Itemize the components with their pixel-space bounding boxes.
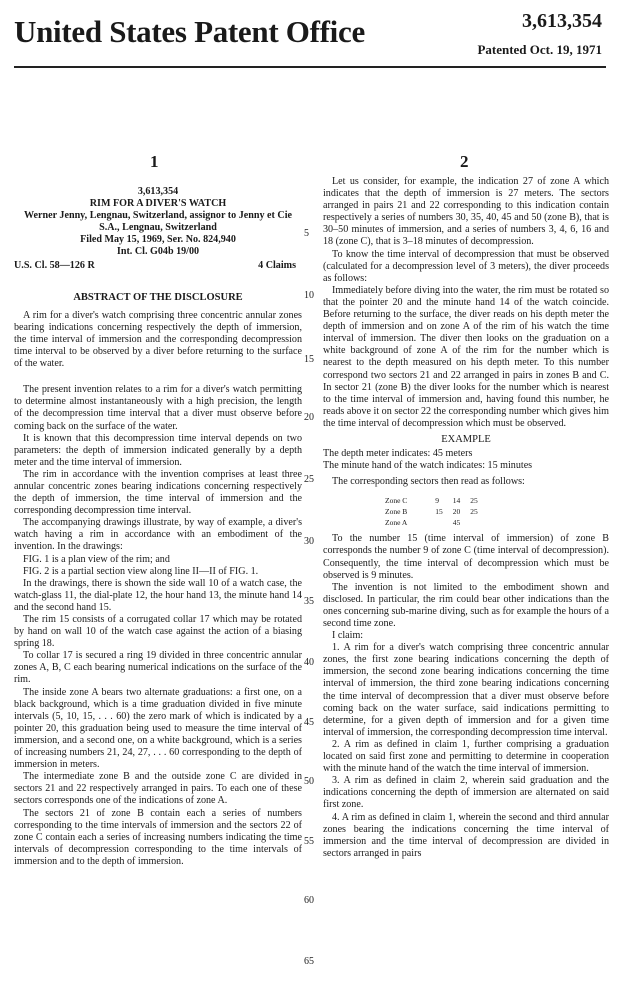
line-number: 45	[304, 717, 314, 728]
meta-claims: 4 Claims	[258, 259, 296, 271]
abstract-title: ABSTRACT OF THE DISCLOSURE	[73, 291, 243, 303]
left-paragraph: The present invention relates to a rim for a diver's watch permitting to determine almost instantaneously with a high precision, the length of the decompression time interval that a diver must observe before coming back on the surface of the water.	[14, 384, 302, 432]
right-paragraph: The invention is not limited to the embodiment shown and disclosed. In particular, the rim could bear other indications than the ones concerning sub-marine diving, such as for example the hours of a second time zone.	[323, 581, 609, 629]
example-line-1: The depth meter indicates: 45 meters	[323, 448, 473, 460]
left-paragraph: The inside zone A bears two alternate graduations: a first one, on a black background, which is a time graduation divided in five minute intervals (5, 10, 15, . . . 60) the zero mark of which is indicated by a pointer 20, this graduation being used to measure the time interval of immersion, and a second one, on a white background, which is a series of increasing numbers 21, 24, 27, . . . 60 corresponding to the depth of immersion in meters.	[14, 686, 302, 771]
example-table-row	[381, 518, 482, 527]
line-number: 50	[304, 776, 314, 787]
right-paragraph: 3. A rim as defined in claim 2, wherein said graduation and the indications concerning the depth of immersion are alternated on said first zone.	[323, 775, 609, 811]
line-number: 55	[304, 836, 314, 847]
column-number-left: 1	[150, 152, 159, 171]
example-table-cell: 9	[435, 496, 440, 506]
right-paragraphs-1	[323, 176, 609, 430]
meta-filed: Filed May 15, 1969, Ser. No. 824,940	[80, 234, 236, 246]
example-table-cell: 20	[452, 507, 461, 517]
meta-title: RIM FOR A DIVER'S WATCH	[89, 198, 227, 210]
example-line-2: The minute hand of the watch indicates: 15 minutes	[323, 460, 533, 472]
example-line-3: The corresponding sectors then read as follows:	[332, 476, 525, 488]
line-number: 40	[304, 657, 314, 668]
right-paragraph: Let us consider, for example, the indication 27 of zone A which indicates that the depth of immersion is 27 meters. The sectors arranged in pairs 21 and 22 corresponding to this indication contain respectively a series of numbers 30, 35, 40, 45 and 50 (zone B), that is 30–50 minutes of immersion, and a series of numbers 3, 4, 6, 16 and 18 (zone C), that is 3–18 minutes of decompression.	[323, 176, 609, 248]
meta-inventors: Werner Jenny, Lengnau, Switzerland, assignor to Jenny et Cie S.A., Lengnau, Switzerland	[24, 210, 292, 234]
left-paragraph: The intermediate zone B and the outside zone C are divided in sectors 21 and 22 respectively arranged in pairs. To each one of these sectors corresponds one of the indications of zone A.	[14, 771, 302, 807]
right-paragraph: To know the time interval of decompression that must be observed (calculated for a decompression level of 3 meters), the diver proceeds as follows:	[323, 248, 609, 284]
line-number: 65	[304, 956, 314, 967]
example-table-cell: 14	[452, 496, 461, 506]
example-table-cell	[466, 518, 482, 527]
example-title: EXAMPLE	[441, 433, 491, 445]
left-paragraph: The rim 15 consists of a corrugated collar 17 which may be rotated by hand on wall 10 of the watch case against the action of a biasing spring 18.	[14, 614, 302, 650]
meta-class-line	[14, 260, 302, 272]
left-column	[14, 186, 302, 868]
example-table-cell: Zone B	[385, 507, 408, 517]
right-paragraph: To the number 15 (time interval of immersion) of zone B corresponds the number 9 of zone C (time interval of decompression). Consequently, the time interval of decompression which must be observed is 9 minutes.	[323, 533, 609, 581]
left-paragraph: The sectors 21 of zone B contain each a series of numbers corresponding to the time intervals of immersion and the sectors 22 of zone C contain each a series of increasing numbers indicating the time intervals of decompression corresponding to the time intervals of immersion and to the depth of immersion.	[14, 807, 302, 867]
line-number: 30	[304, 536, 314, 547]
line-number: 15	[304, 354, 314, 365]
example-table-cell: 25	[470, 507, 478, 517]
example-table-cell	[431, 518, 447, 527]
right-paragraph: 4. A rim as defined in claim 1, wherein the second and third annular zones bearing the indications concerning the time interval of immersion and the time interval of decompression are divided in sectors arranged in pairs	[323, 811, 609, 859]
right-paragraphs-2	[323, 533, 609, 860]
header-rule	[14, 66, 606, 68]
meta-number: 3,613,354	[137, 186, 179, 197]
patented-date: Patented Oct. 19, 1971	[477, 42, 602, 57]
right-paragraph: 2. A rim as defined in claim 1, further comprising a graduation located on said first zone and permitting to determine in cooperation with the minute hand of the watch the time interval of immersion.	[323, 738, 609, 775]
left-paragraph: In the drawings, there is shown the side wall 10 of a watch case, the watch-glass 11, the dial-plate 12, the hour hand 13, the minute hand 14 and the second hand 15.	[14, 577, 302, 613]
right-column	[323, 176, 609, 860]
office-title: United States Patent Office	[14, 14, 365, 49]
example-table-cell: 15	[435, 507, 443, 517]
left-paragraph: The accompanying drawings illustrate, by way of example, a diver's watch having a rim in accordance with an embodiment of the invention. In the drawings:	[14, 517, 302, 553]
meta-int-cl: Int. Cl. G04b 19/00	[116, 246, 200, 258]
line-number: 25	[304, 474, 314, 485]
example-table-cell: Zone C	[385, 496, 408, 506]
left-paragraph: FIG. 2 is a partial section view along line II—II of FIG. 1.	[23, 565, 259, 577]
line-number: 5	[304, 228, 309, 239]
line-number: 35	[304, 596, 314, 607]
example-table	[379, 494, 484, 529]
patent-number: 3,613,354	[522, 10, 602, 32]
line-number: 10	[304, 290, 314, 301]
line-number: 20	[304, 412, 314, 423]
right-paragraph: Immediately before diving into the water, the rim must be rotated so that the pointer 20 and the minute hand 14 of the watch coincide. Before returning to the surface, the diver reads on his depth meter the depth of immersion and on zone A of the rim of his watch the time interval of immersion. The diver then looks on the graduation on a white background of zone A of the rim for the number which is nearest to the depth measured on his depth meter. To this number correspond two sectors 21 and 22 arranged in pairs in zones B and C. In sector 21 (zone B) the diver looks for the number which is nearest to the time interval of immersion and, having found this number, he reads above it on sector 22 the corresponding number which gives him the time interval of decompression which must be observed.	[323, 284, 609, 429]
right-paragraph: 1. A rim for a diver's watch comprising three concentric annular zones, the first zone bearing indications concerning the depth of immersion, the second zone bearing indications concerning the time interval of immersion, the third zone bearing indications concerning the time interval of decompression that a diver must observe before coming back on the water surface, said indications permitting to determine, for a given depth of immersion and for a given time interval of immersion, the corresponding decompression time interval.	[323, 642, 609, 738]
left-paragraph: FIG. 1 is a plan view of the rim; and	[23, 553, 170, 565]
line-number: 60	[304, 895, 314, 906]
column-number-right: 2	[460, 152, 469, 171]
example-table-cell: 45	[452, 518, 461, 528]
example-table-row	[381, 507, 482, 516]
left-paragraph: To collar 17 is secured a ring 19 divided in three concentric annular zones A, B, C each bearing numerical indications on the surface of the rim.	[14, 650, 302, 686]
example-table-row	[381, 496, 482, 505]
left-paragraph: It is known that this decompression time interval depends on two parameters: the depth of immersion indicated generally by a depth meter and the time interval of immersion.	[14, 432, 302, 468]
example-table-cell: Zone A	[385, 518, 408, 528]
abstract-text: A rim for a diver's watch comprising three concentric annular zones bearing indications concerning respectively the depth of immersion, the time interval of immersion and the corresponding decompression time interval to be observed by a diver before returning to the surface of the water.	[14, 309, 302, 370]
left-paragraph: The rim in accordance with the invention comprises at least three annular concentric zones bearing indications concerning respectively the depth of immersion, the time interval of immersion and the corresponding decompression time interval.	[14, 468, 302, 517]
right-paragraph: I claim:	[332, 630, 364, 642]
left-paragraphs	[14, 384, 302, 868]
example-table-cell: 25	[470, 496, 478, 506]
meta-us-cl: U.S. Cl. 58—126 R	[14, 259, 95, 271]
